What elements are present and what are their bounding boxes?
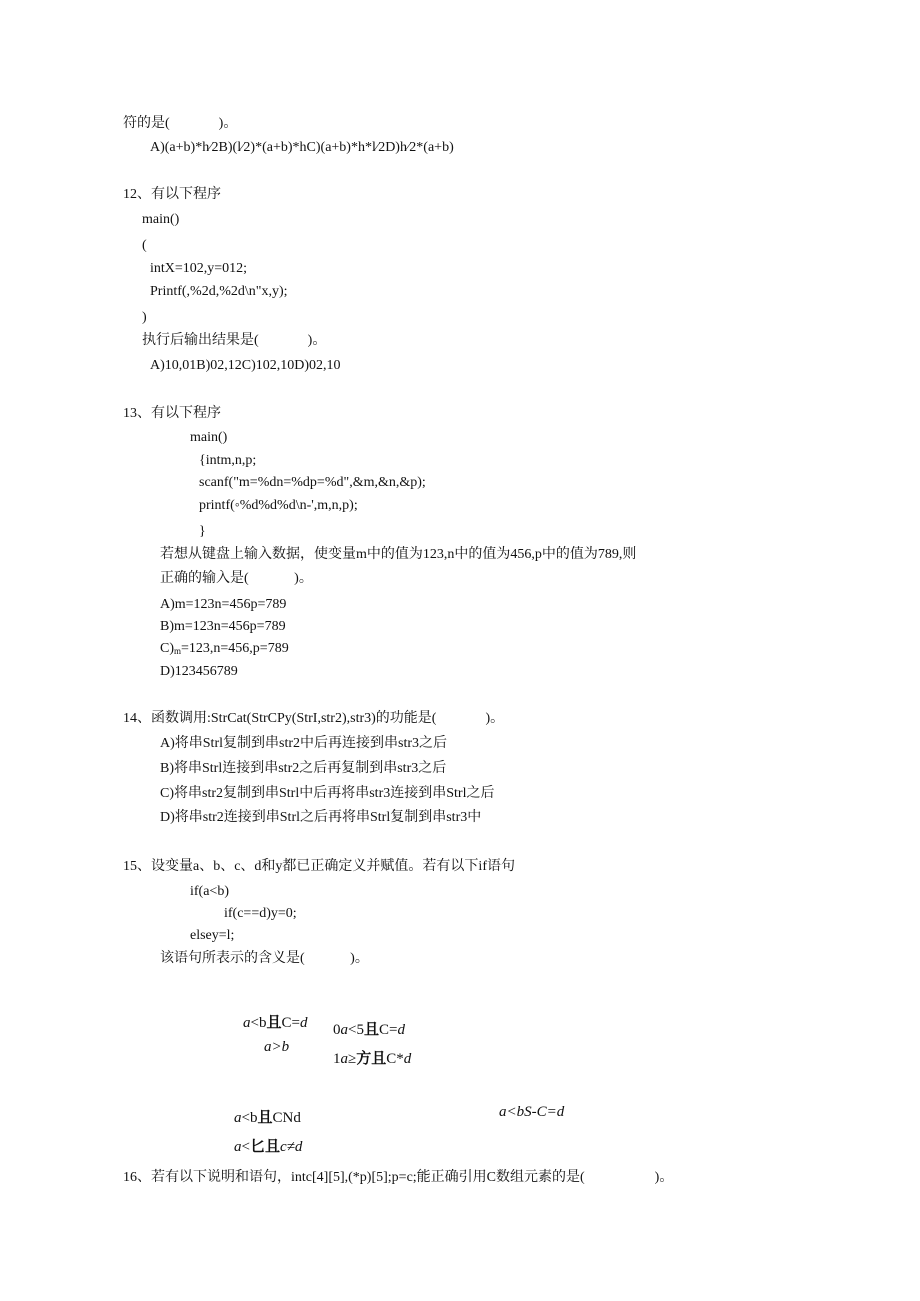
code-line: main() xyxy=(190,430,228,445)
code-line: printf(◦%d%d%d\n-',m,n,p); xyxy=(199,498,358,513)
code-line: scanf("m=%dn=%dp=%d",&m,&n,&p); xyxy=(199,475,426,490)
option-d: D)123456789 xyxy=(160,664,238,679)
question-11-tail: 符的是( )。 xyxy=(123,116,238,131)
option-a: A)将串Strl复制到串str2中后再连接到串str3之后 xyxy=(160,736,447,751)
question-12-title: 12、有以下程序 xyxy=(123,187,221,202)
code-line: Printf(,%2d,%2d\n"x,y); xyxy=(150,284,288,299)
question-11-options: A)(a+b)*h⁄2B)(l⁄2)*(a+b)*hC)(a+b)*h*l⁄2D)h⁄2*(a+b) xyxy=(150,140,454,155)
option-c: C)将串str2复制到串Strl中后再将串str3连接到串Strl之后 xyxy=(160,786,495,801)
formula-c-line-2: a<匕且c≠d xyxy=(234,1137,303,1155)
option-a: A)m=123n=456p=789 xyxy=(160,597,287,612)
code-line: intX=102,y=012; xyxy=(150,261,248,276)
option-b: B)将串Strl连接到串str2之后再复制到串str3之后 xyxy=(160,761,447,776)
code-line: ) xyxy=(142,310,147,325)
code-line: ( xyxy=(142,238,147,253)
question-15-prompt: 该语句所表示的含义是( )。 xyxy=(160,951,369,966)
option-b: B)m=123n=456p=789 xyxy=(160,619,286,634)
question-12-prompt: 执行后输出结果是( )。 xyxy=(142,333,327,348)
formula-a-line-2: a>b xyxy=(264,1039,290,1055)
question-13-prompt: 正确的输入是( )。 xyxy=(160,571,313,586)
formula-d-line-1: a<bS-C=d xyxy=(499,1104,565,1120)
question-16-title: 16、若有以下说明和语句，intc[4][5],(*p)[5];p=c;能正确引用C数组元素的是( )。 xyxy=(123,1170,674,1185)
formula-b-line-1: 0a<5且C=d xyxy=(333,1020,405,1038)
code-line: main() xyxy=(142,212,180,227)
code-line: if(c==d)y=0; xyxy=(224,906,297,921)
question-12-options: A)10,01B)02,12C)102,10D)02,10 xyxy=(150,358,341,373)
question-13-title: 13、有以下程序 xyxy=(123,406,221,421)
code-line: if(a<b) xyxy=(190,884,229,899)
question-13-prompt: 若想从键盘上输入数据，使变量m中的值为123,n中的值为456,p中的值为789,则 xyxy=(160,547,637,562)
formula-c-line-1: a<b且CNd xyxy=(234,1108,301,1126)
formula-b-line-2: 1a≥方且C*d xyxy=(333,1049,412,1067)
code-line: elsey=l; xyxy=(190,928,235,943)
option-c: $C)_m=123,n=456,p=789$ xyxy=(160,641,289,656)
formula-a-line-1: a<b且C=d xyxy=(243,1013,308,1031)
question-15-title: 15、设变量a、b、c、d和y都已正确定义并赋值。若有以下if语句 xyxy=(123,859,515,874)
question-14-title: 14、函数调用:StrCat(StrCPy(StrI,str2),str3)的功能是( )。 xyxy=(123,711,505,726)
code-line: {intm,n,p; xyxy=(199,453,257,468)
code-line: } xyxy=(199,524,206,539)
option-d: D)将串str2连接到串Strl之后再将串Strl复制到串str3中 xyxy=(160,810,482,825)
